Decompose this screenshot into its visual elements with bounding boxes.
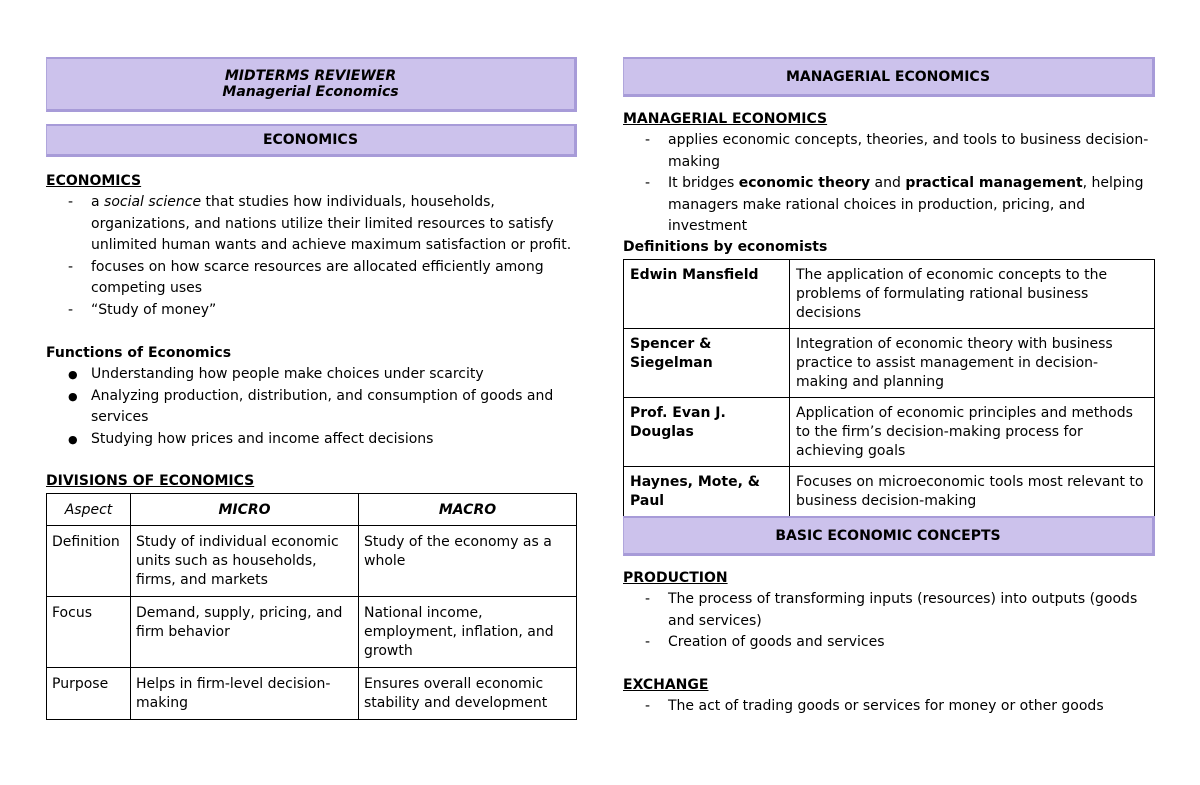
economist-definition: The application of economic concepts to the problems of formulating rational business decisions <box>790 260 1155 329</box>
managerial-block <box>623 109 1155 238</box>
functions-list <box>46 364 577 450</box>
table-cell: Helps in firm-level decision-making <box>131 668 359 720</box>
table-cell: Ensures overall economic stability and development <box>359 668 577 720</box>
economist-name: Prof. Evan J. Douglas <box>624 398 790 467</box>
list-item: - It bridges economic theory and practical management, helping managers make rational choices in production, pricing, and investment <box>645 175 1144 234</box>
production-list <box>623 589 1155 654</box>
table-cell: Definition <box>47 526 131 597</box>
table-row <box>624 467 1155 517</box>
economist-name: Spencer & Siegelman <box>624 329 790 398</box>
list-item: - The act of trading goods or services for money or other goods <box>645 698 1104 714</box>
divisions-block <box>46 471 577 720</box>
list-item: - focuses on how scarce resources are allocated efficiently among competing uses <box>68 258 544 296</box>
production-block <box>623 568 1155 654</box>
table-row <box>624 329 1155 398</box>
table-cell: Study of individual economic units such as households, firms, and markets <box>131 526 359 597</box>
table-row <box>47 668 577 720</box>
divisions-table <box>46 493 577 720</box>
economist-definition: Application of economic principles and methods to the firm’s decision-making process for achieving goals <box>790 398 1155 467</box>
bullet-icon: ● <box>68 432 78 446</box>
production-heading: PRODUCTION <box>623 570 728 586</box>
bold-text: economic theory <box>738 175 871 191</box>
economist-name: Edwin Mansfield <box>624 260 790 329</box>
table-cell: National income, employment, inflation, and growth <box>359 597 577 668</box>
basic-concepts-banner <box>623 516 1155 556</box>
definitions-heading: Definitions by economists <box>623 239 828 255</box>
table-row <box>624 260 1155 329</box>
functions-block <box>46 343 577 450</box>
reviewer-title-banner <box>46 57 577 112</box>
list-item: - The process of transforming inputs (resources) into outputs (goods and services) <box>645 591 1138 629</box>
table-row <box>47 526 577 597</box>
economist-definition: Focuses on microeconomic tools most relevant to business decision-making <box>790 467 1155 517</box>
economics-heading: ECONOMICS <box>46 173 142 189</box>
managerial-section-banner <box>623 57 1155 97</box>
bullet-icon: ● <box>68 368 78 381</box>
managerial-heading: MANAGERIAL ECONOMICS <box>623 111 828 127</box>
exchange-heading: EXCHANGE <box>623 677 709 693</box>
bullet-icon: ● <box>68 389 78 403</box>
list-item: ● Understanding how people make choices under scarcity <box>46 364 577 386</box>
list-item: - Creation of goods and services <box>645 634 885 650</box>
economics-list <box>46 192 577 321</box>
bold-text: practical management <box>905 175 1083 191</box>
reviewer-title: MIDTERMS REVIEWER <box>224 68 397 84</box>
list-item: - a social science that studies how individuals, households, organizations, and nations utilize their limited resources to satisfy unlimited human wants and achieve maximum satisfaction or profit. <box>68 194 572 253</box>
economics-section-banner <box>46 124 577 157</box>
reviewer-subtitle: Managerial Economics <box>222 84 399 100</box>
emphasis-text: social science <box>104 194 202 210</box>
managerial-section-title: MANAGERIAL ECONOMICS <box>785 68 991 85</box>
table-header-row <box>47 494 577 526</box>
table-cell: Focus <box>47 597 131 668</box>
table-cell: Demand, supply, pricing, and firm behavior <box>131 597 359 668</box>
column-header: MACRO <box>359 494 577 526</box>
list-item: ● Analyzing production, distribution, and consumption of goods and services <box>68 387 554 425</box>
exchange-block <box>623 675 1155 718</box>
table-row <box>47 597 577 668</box>
economist-definition: Integration of economic theory with business practice to assist management in decision-making and planning <box>790 329 1155 398</box>
economist-name: Haynes, Mote, & Paul <box>624 467 790 517</box>
column-header: MICRO <box>131 494 359 526</box>
economics-block <box>46 171 577 321</box>
functions-heading: Functions of Economics <box>46 345 232 361</box>
divisions-heading: DIVISIONS OF ECONOMICS <box>46 473 255 489</box>
list-item: - applies economic concepts, theories, and tools to business decision-making <box>645 132 1149 170</box>
definitions-table <box>623 259 1155 517</box>
table-cell: Study of the economy as a whole <box>359 526 577 597</box>
definitions-block <box>623 237 1155 517</box>
exchange-list <box>623 696 1155 718</box>
basic-concepts-title: BASIC ECONOMIC CONCEPTS <box>775 527 1001 544</box>
economics-section-title: ECONOMICS <box>262 132 359 148</box>
managerial-list <box>623 130 1155 238</box>
list-item: ● Studying how prices and income affect decisions <box>46 429 577 451</box>
list-item: - “Study of money” <box>68 301 217 318</box>
column-header: Aspect <box>47 494 131 526</box>
table-row <box>624 398 1155 467</box>
table-cell: Purpose <box>47 668 131 720</box>
